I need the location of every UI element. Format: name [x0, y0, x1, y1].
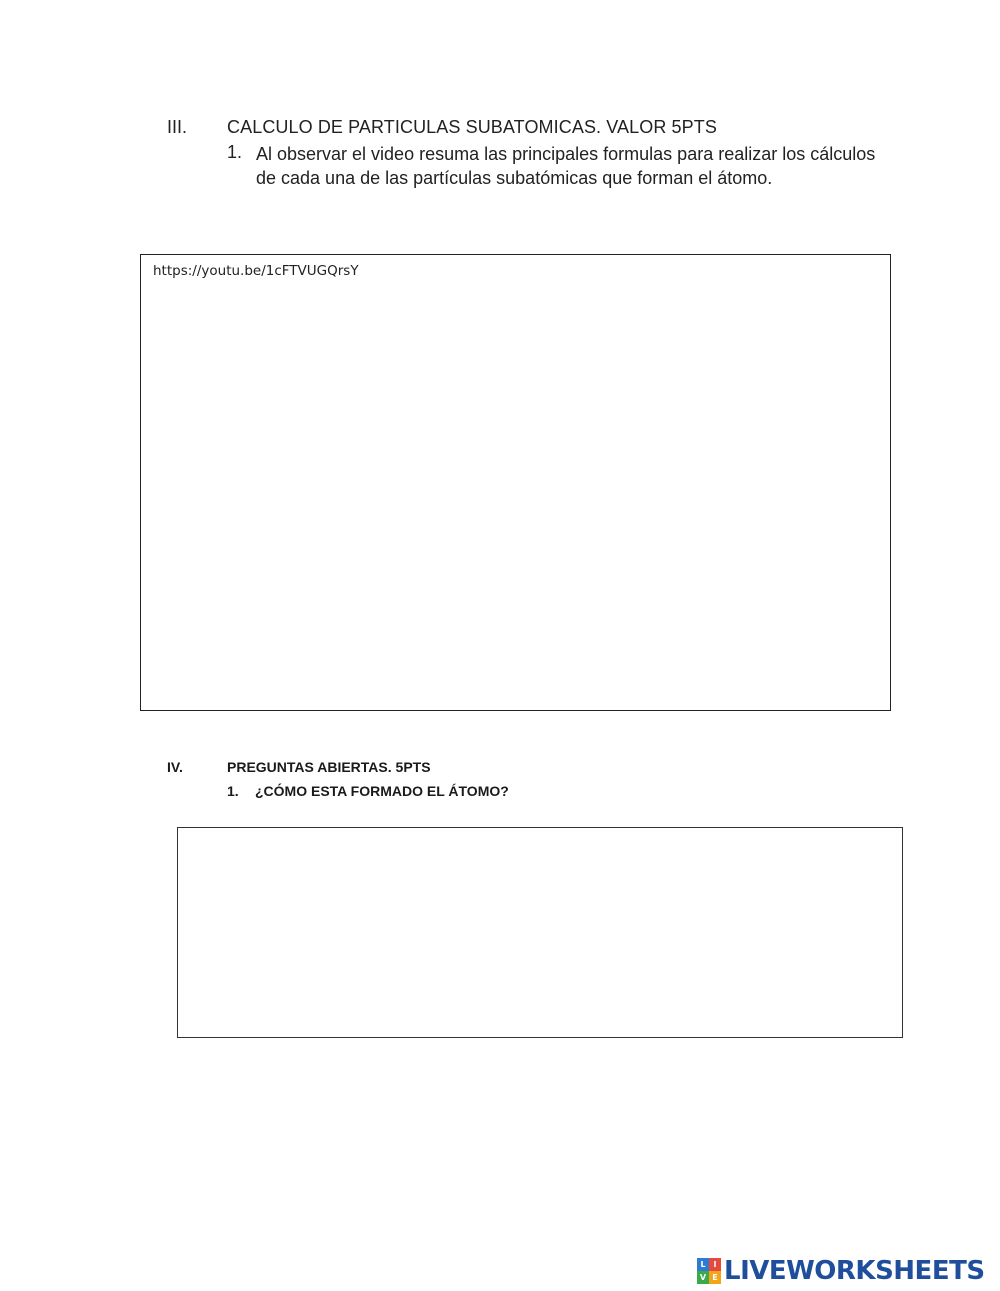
logo-mark-letter-l: L [697, 1258, 709, 1271]
section-4-question-number: 1. [227, 783, 239, 799]
section-3-question-text: Al observar el video resuma las principales formulas para realizar los cálculos de cada una de las partículas subatómicas que forman el átomo. [256, 144, 876, 188]
answer-box-1-text[interactable]: https://youtu.be/1cFTVUGQrsY [153, 263, 359, 279]
liveworksheets-logo [697, 1256, 985, 1286]
answer-box-1[interactable] [140, 254, 891, 711]
section-4-question-text: ¿CÓMO ESTA FORMADO EL ÁTOMO? [255, 783, 509, 799]
answer-box-2[interactable] [177, 827, 903, 1038]
logo-mark-letter-e: E [709, 1271, 721, 1284]
logo-mark-letter-i: I [709, 1258, 721, 1271]
logo-mark-letter-v: V [697, 1271, 709, 1284]
logo-text: LIVEWORKSHEETS [724, 1256, 985, 1286]
section-3-question-number: 1. [227, 142, 243, 162]
section-4-title: PREGUNTAS ABIERTAS. 5PTS [227, 759, 431, 775]
section-3-title: CALCULO DE PARTICULAS SUBATOMICAS. VALOR 5PTS [227, 117, 717, 137]
section-3-number: III. [167, 117, 188, 137]
section-4-number: IV. [167, 759, 183, 775]
logo-mark-icon [697, 1258, 721, 1284]
